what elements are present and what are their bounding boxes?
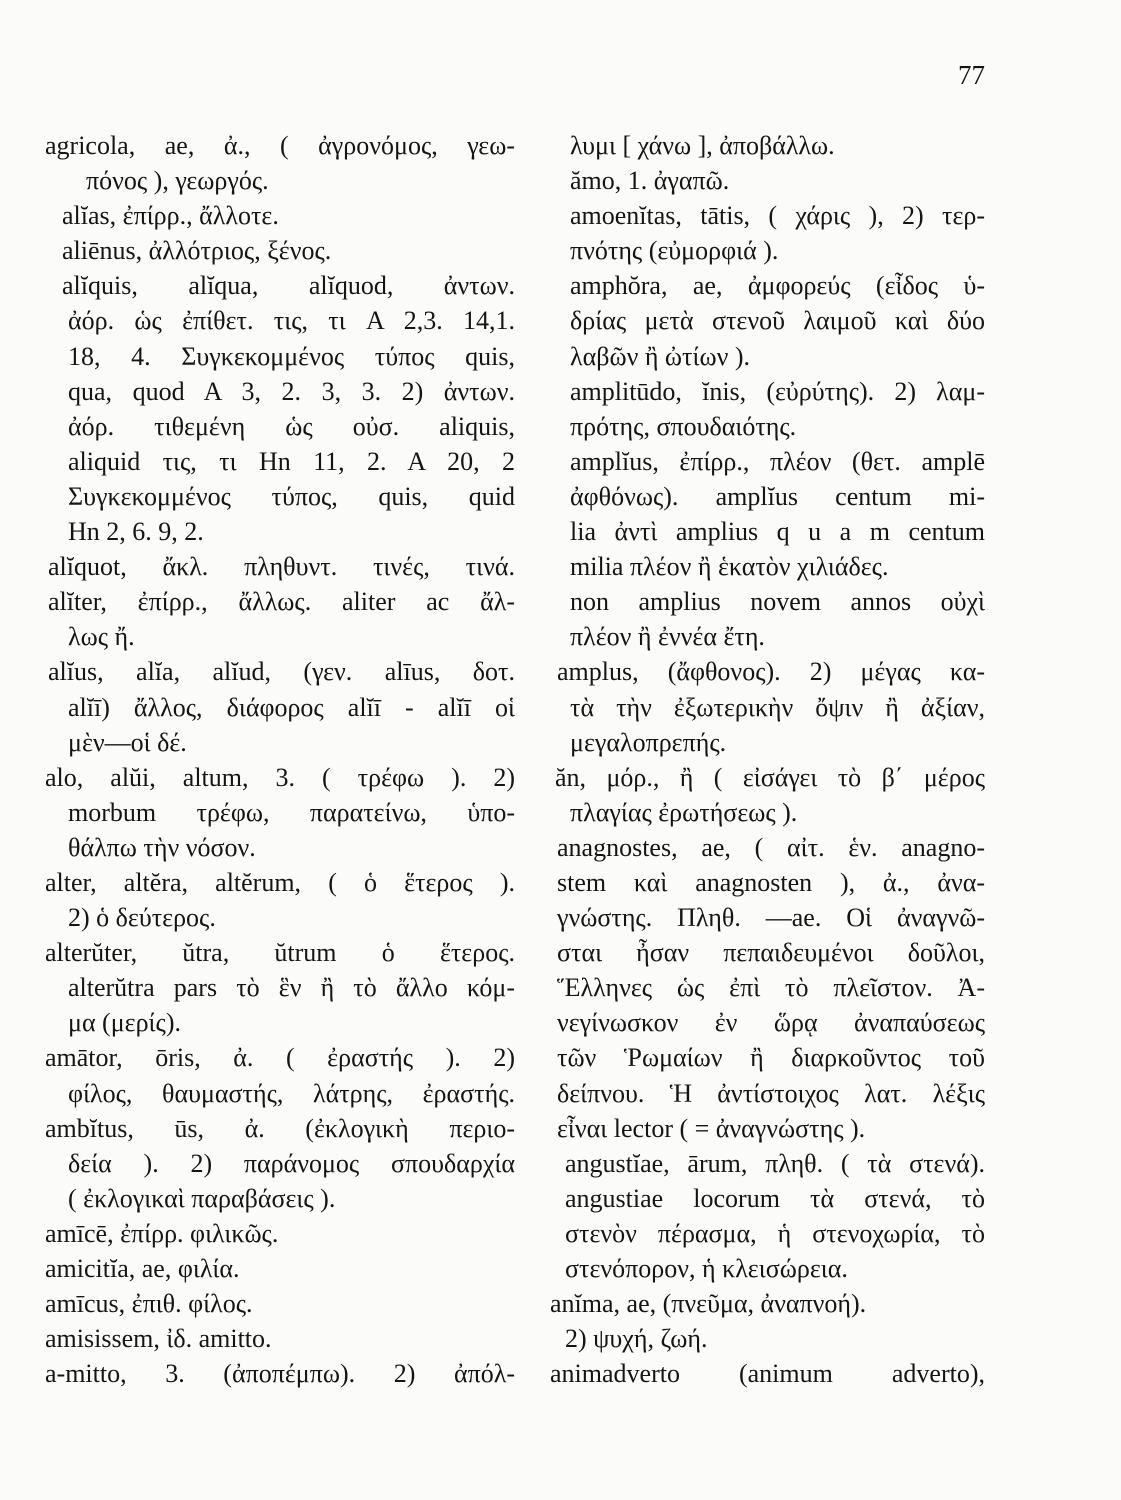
page-number: 77 — [958, 60, 985, 90]
dictionary-line: amplĭus, ἐπίρρ., πλέον (θετ. amplē — [570, 446, 985, 476]
dictionary-line: a-mitto, 3. (ἀποπέμπω). 2) ἀπόλ- — [45, 1359, 515, 1389]
dictionary-line: amplus, (ἄφθονος). 2) μέγας κα- — [557, 657, 985, 687]
dictionary-line: ἀόρ. τιθεμένη ὡς οὐσ. aliquis, — [68, 411, 515, 441]
dictionary-line: alĭus, alĭa, alĭud, (γεν. alīus, δοτ. — [48, 657, 515, 687]
dictionary-line: alĭas, ἐπίρρ., ἄλλοτε. — [62, 201, 279, 231]
dictionary-line: alĭī) ἄλλος, διάφορος alĭī - alĭī οἱ — [68, 692, 515, 722]
dictionary-line: μεγαλοπρεπής. — [570, 727, 727, 757]
dictionary-line: σται ἦσαν πεπαιδευμένοι δοῦλοι, — [557, 938, 985, 968]
dictionary-line: στενὸν πέρασμα, ἡ στενοχωρία, τὸ — [565, 1218, 985, 1248]
dictionary-line: δεία ). 2) παράνομος σπουδαρχία — [68, 1148, 515, 1178]
dictionary-line: πλέον ἢ ἐννέα ἔτη. — [570, 622, 765, 652]
dictionary-line: πλαγίας ἐρωτήσεως ). — [570, 797, 798, 827]
dictionary-line: amīcē, ἐπίρρ. φιλικῶς. — [45, 1218, 279, 1248]
dictionary-line: ἀφθόνως). amplĭus centum mi- — [570, 481, 985, 511]
dictionary-line: angustĭae, ārum, πληθ. ( τὰ στενά). — [565, 1148, 985, 1178]
dictionary-line: στενόπορον, ἡ κλεισώρεια. — [565, 1254, 848, 1283]
dictionary-line: πνότης (εὐμορφιά ). — [570, 236, 779, 266]
dictionary-line: animadverto (animum adverto), — [550, 1359, 985, 1389]
dictionary-line: qua, quod A 3, 2. 3, 3. 2) ἀντων. — [68, 376, 515, 406]
dictionary-line: λαβῶν ἢ ὠτίων ). — [570, 341, 751, 371]
dictionary-line: Συγκεκομμένος τύπος, quis, quid — [68, 481, 515, 511]
dictionary-line: anagnostes, ae, ( αἰτ. ἑν. anagno- — [557, 832, 985, 862]
dictionary-line: morbum τρέφω, παρατείνω, ὑπο- — [68, 797, 515, 827]
dictionary-line: amīcus, ἐπιθ. φίλος. — [45, 1289, 253, 1319]
dictionary-line: ( ἐκλογικαὶ παραβάσεις ). — [68, 1183, 336, 1213]
dictionary-line: milia πλέον ἢ ἑκατὸν χιλιάδες. — [570, 552, 889, 582]
dictionary-line: πόνος ), γεωργός. — [86, 166, 269, 196]
dictionary-line: δείπνου. Ἡ ἀντίστοιχος λατ. λέξις — [557, 1078, 985, 1108]
dictionary-line: 2) ψυχή, ζωή. — [565, 1324, 708, 1354]
dictionary-line: Ἕλληνες ὡς ἐπὶ τὸ πλεῖστον. Ἀ- — [557, 973, 985, 1003]
dictionary-line: μα (μερίς). — [68, 1008, 182, 1038]
dictionary-line: amicitĭa, ae, φιλία. — [45, 1254, 240, 1283]
dictionary-line: ἀόρ. ὡς ἐπίθετ. τις, τι A 2,3. 14,1. — [68, 306, 515, 336]
dictionary-line: πρότης, σπουδαιότης. — [570, 411, 797, 441]
dictionary-line: φίλος, θαυμαστής, λάτρης, ἐραστής. — [68, 1078, 515, 1108]
dictionary-line: lia ἀντὶ amplius q u a m centum — [570, 517, 985, 547]
dictionary-line: λυμι [ χάνω ], ἀποβάλλω. — [570, 131, 835, 160]
dictionary-line: amoenĭtas, tātis, ( χάρις ), 2) τερ- — [570, 201, 985, 231]
dictionary-line: non amplius novem annos οὐχὶ — [570, 587, 985, 617]
dictionary-line: 18, 4. Συγκεκομμένος τύπος quis, — [68, 341, 515, 371]
dictionary-line: aliquid τις, τι Hn 11, 2. A 20, 2 — [68, 446, 515, 476]
dictionary-line: 2) ὁ δεύτερος. — [68, 903, 216, 933]
dictionary-line: μὲν—οἱ δέ. — [68, 727, 187, 757]
dictionary-line: amisissem, ἰδ. amitto. — [45, 1324, 272, 1354]
dictionary-line: alĭquis, alĭqua, alĭquod, ἀντων. — [62, 271, 515, 301]
dictionary-line: anĭma, ae, (πνεῦμα, ἀναπνοή). — [550, 1289, 867, 1319]
dictionary-line: θάλπω τὴν νόσον. — [68, 832, 256, 862]
dictionary-line: amphŏra, ae, ἀμφορεύς (εἶδος ὑ- — [570, 271, 985, 301]
dictionary-line: agricola, ae, ἀ., ( ἀγρονόμος, γεω- — [45, 131, 515, 160]
dictionary-line: ăn, μόρ., ἢ ( εἰσάγει τὸ β΄ μέρος — [555, 762, 985, 792]
dictionary-line: ambĭtus, ūs, ἀ. (ἐκλογικὴ περιο- — [45, 1113, 515, 1143]
dictionary-line: alter, altĕra, altĕrum, ( ὁ ἕτερος ). — [45, 867, 515, 897]
dictionary-line: δρίας μετὰ στενοῦ λαιμοῦ καὶ δύο — [570, 306, 985, 336]
dictionary-line: alĭter, ἐπίρρ., ἄλλως. aliter ac ἄλ- — [48, 587, 515, 617]
dictionary-line: angustiae locorum τὰ στενά, τὸ — [565, 1183, 985, 1213]
dictionary-line: amplitūdo, ĭnis, (εὐρύτης). 2) λαμ- — [570, 376, 985, 406]
dictionary-line: Hn 2, 6. 9, 2. — [68, 517, 204, 547]
dictionary-line: γνώστης. Πληθ. —ae. Οἱ ἀναγνῶ- — [557, 903, 985, 933]
dictionary-line: τὰ τὴν ἐξωτερικὴν ὄψιν ἢ ἀξίαν, — [570, 692, 985, 722]
dictionary-line: νεγίνωσκον ἐν ὥρᾳ ἀναπαύσεως — [557, 1008, 985, 1038]
dictionary-line: alterŭtra pars τὸ ἓν ἢ τὸ ἄλλο κόμ- — [68, 973, 515, 1003]
right-column — [550, 128, 985, 1391]
dictionary-line: λως ἤ. — [68, 622, 135, 652]
dictionary-line: amātor, ōris, ἀ. ( ἐραστής ). 2) — [45, 1043, 515, 1073]
dictionary-line: aliēnus, ἀλλότριος, ξένος. — [62, 236, 332, 266]
dictionary-line: alĭquot, ἄκλ. πληθυντ. τινές, τινά. — [48, 552, 515, 582]
dictionary-line: stem καὶ anagnosten ), ἀ., ἀνα- — [557, 867, 985, 897]
dictionary-line: ămo, 1. ἀγαπῶ. — [570, 166, 730, 196]
dictionary-line: alterŭter, ŭtra, ŭtrum ὁ ἕτερος. — [45, 938, 515, 968]
dictionary-line: τῶν Ῥωμαίων ἢ διαρκοῦντος τοῦ — [557, 1043, 985, 1073]
left-column — [45, 128, 515, 1391]
dictionary-line: εἶναι lector ( = ἀναγνώστης ). — [557, 1113, 866, 1143]
dictionary-line: alo, alŭi, altum, 3. ( τρέφω ). 2) — [45, 762, 515, 792]
